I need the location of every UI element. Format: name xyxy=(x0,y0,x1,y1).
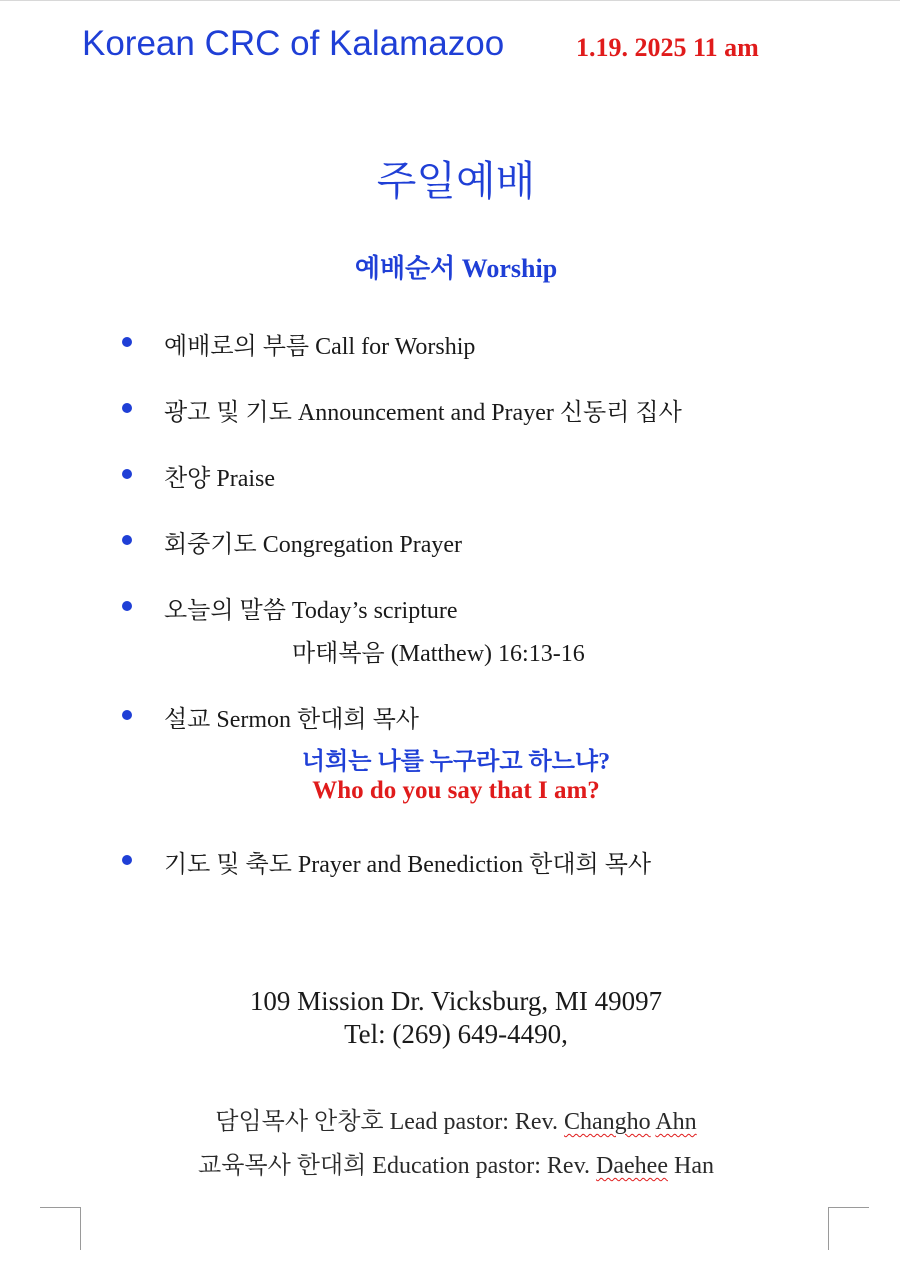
order-item-scripture: 오늘의 말씀 Today’s scripture xyxy=(164,598,458,624)
order-heading-en: Worship xyxy=(461,254,558,283)
order-item-call-to-worship: 예배로의 부름 Call for Worship xyxy=(164,334,476,360)
sermon-title-ko: 너희는 나를 누구라고 하느냐? xyxy=(301,749,611,775)
church-name: Korean CRC of Kalamazoo xyxy=(82,24,505,63)
service-datetime: 1.19. 2025 11 am xyxy=(576,33,759,62)
order-item-sermon: 설교 Sermon 한대희 목사 xyxy=(164,707,419,733)
lead-pastor-first-name: Changho xyxy=(563,1109,651,1135)
scripture-reference: 마태복음 (Matthew) 16:13-16 xyxy=(292,641,585,667)
bullet-icon xyxy=(122,535,132,545)
order-heading xyxy=(0,248,900,285)
sermon-title-en: Who do you say that I am? xyxy=(312,777,600,804)
contact-block xyxy=(0,985,900,1051)
bullet-icon xyxy=(122,710,132,720)
education-pastor-prefix: 교육목사 한대희 Education pastor: Rev. xyxy=(198,1153,591,1179)
order-item-praise: 찬양 Praise xyxy=(164,466,276,492)
bullet-icon xyxy=(122,403,132,413)
lead-pastor-last-name: Ahn xyxy=(655,1109,697,1135)
bullet-icon xyxy=(122,855,132,865)
order-heading-ko: 예배순서 xyxy=(354,254,456,284)
education-pastor-line xyxy=(0,1145,900,1180)
main-title: 주일예배 xyxy=(376,157,536,205)
lead-pastor-line xyxy=(0,1101,900,1136)
order-item-announcement: 광고 및 기도 Announcement and Prayer 신동리 집사 xyxy=(164,400,682,426)
page-top-edge xyxy=(0,0,900,1)
bullet-icon xyxy=(122,469,132,479)
bullet-icon xyxy=(122,601,132,611)
order-item-congregation-prayer: 회중기도 Congregation Prayer xyxy=(164,532,463,558)
order-item-benediction: 기도 및 축도 Prayer and Benediction 한대희 목사 xyxy=(164,852,652,878)
page-margin-corner-right xyxy=(828,1207,869,1250)
church-address: 109 Mission Dr. Vicksburg, MI 49097 xyxy=(249,986,663,1016)
page-margin-corner-left xyxy=(40,1207,81,1250)
education-pastor-first-name: Daehee xyxy=(596,1153,668,1179)
bullet-icon xyxy=(122,337,132,347)
education-pastor-last-name: Han xyxy=(673,1153,714,1179)
church-phone: Tel: (269) 649-4490, xyxy=(344,1019,568,1049)
lead-pastor-prefix: 담임목사 안창호 Lead pastor: Rev. xyxy=(215,1109,558,1135)
